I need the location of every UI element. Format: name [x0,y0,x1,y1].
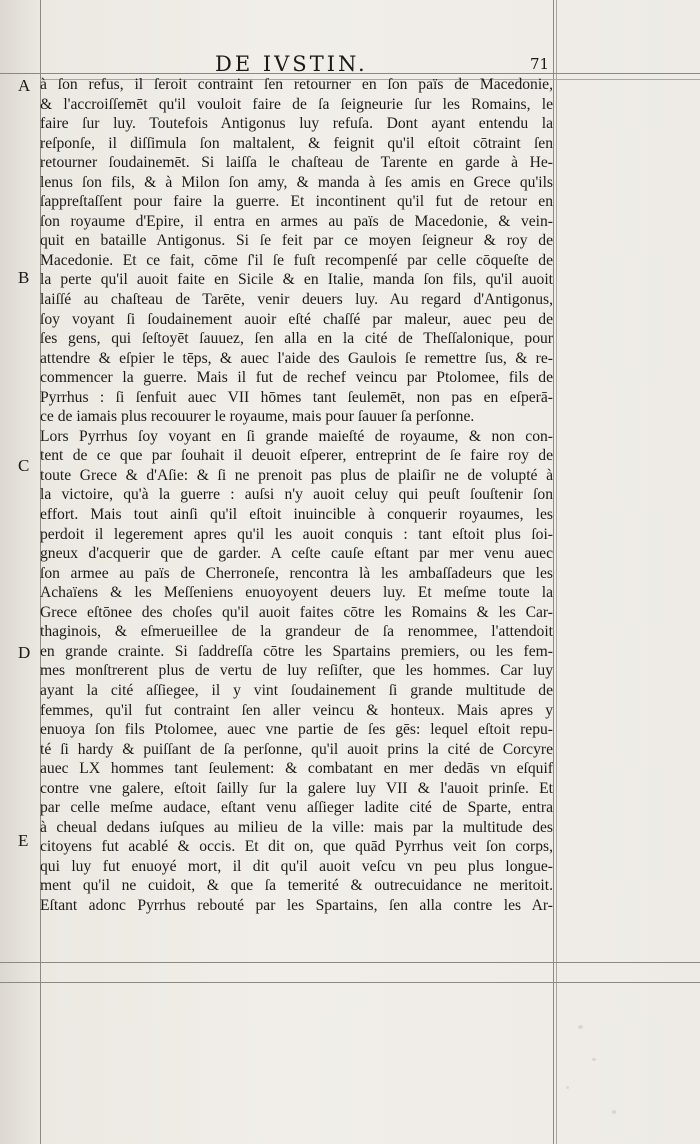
text-line: femmes, qu'il fut contraint ſen aller veincu & honteux. Mais apres y [40,701,553,719]
text-line: tent de ce que par ſouhait il deuoit eſperer, entreprint de ſe faire roy de [40,447,553,465]
outer-margin-rule [556,0,557,1144]
text-line: quit en bataille Antigonus. Si ſe feit par ce moyen ſeigneur & roy de [40,232,553,250]
text-line: à ſon refus, il ſeroit contraint ſen retourner en ſon païs de Macedonie, [40,76,553,93]
text-line: attendre & eſpier le tēps, & auec l'aide des Gaulois ſe remettre ſus, & re- [40,349,553,367]
paper-speck [612,1110,616,1114]
text-line: Macedonie. Et ce fait, cōme ſ'il ſe fuſt recompenſé par celle cōqueſte de [40,251,553,269]
text-line: auec LX hommes tant ſeulement: & combatant en mer dedās vn eſquif [40,760,553,778]
text-line: Achaïens & les Meſſeniens enuoyoyent deuers luy. Et meſme toute la [40,584,553,602]
text-line: la perte qu'il auoit faite en Sicile & en Italie, manda ſon fils, qu'il auoit [40,271,553,289]
text-line: ayant la cité aſſiegee, il y vint ſoudainement ſi grande multitude de [40,681,553,699]
text-line: Grece eſtōnee des choſes qu'il auoit faites cōtre les Romains & les Car- [40,603,553,621]
lower-rule [0,982,700,983]
text-line: ſon royaume d'Epire, il entra en armes au païs de Macedonie, & vein- [40,212,553,230]
text-line: Eſtant adonc Pyrrhus rebouté par les Spartains, ſen alla contre les Ar- [40,896,553,914]
margin-marker-a: A [18,76,31,95]
text-line: retourner ſoudainemēt. Si laiſſa le chaſteau de Tarente en garde à He- [40,154,553,172]
text-line: toute Grece & d'Aſie: & ſi ne prenoit pas plus de plaiſir ne de volupté à [40,466,553,484]
text-line: ce de iamais plus recouurer le royaume, mais pour ſauuer ſa perſonne. [40,408,475,426]
margin-marker-c: C [18,456,30,475]
paper-speck [578,1025,583,1029]
text-line: ment qu'il ne cuidoit, & que ſa temerité & outrecuidance ne meritoit. [40,877,553,895]
text-line: té ſi hardy & puiſſant de ſa perſonne, qu'il auoit prins la cité de Corcyre [40,740,553,758]
text-line: Lors Pyrrhus ſoy voyant en ſi grande maieſté de royaume, & non con- [40,427,553,445]
margin-marker-e: E [18,831,29,850]
body-text [40,75,553,935]
text-line: faire ſur luy. Toutefois Antigonus luy refuſa. Dont ayant entendu la [40,115,553,133]
text-line: ſappreſtaſſent pour faire la guerre. Et incontinent qu'il fut de retour en [40,193,553,211]
paper-speck [592,1058,596,1061]
text-line: citoyens fut acablé & occis. Et dit on, que quād Pyrrhus veit ſon corps, [40,838,553,856]
margin-marker-b: B [18,268,30,287]
text-line: & l'accroiſſemēt qu'il vouloit faire de ſa ſeigneurie ſur les Romains, le [40,95,553,113]
text-line: ſon armee au païs de Cherroneſe, rencontra là les ambaſſadeurs que les [40,564,553,582]
text-line: ſes gens, qui ſeſtoyēt ſauuez, ſen alla en la cité de Theſſalonique, pour [40,330,553,348]
text-line: à cheual dedans iuſques au milieu de la ville: mais par la multitude des [40,818,553,836]
text-line: laiſſé au chaſteau de Tarēte, venir deuers luy. Au regard d'Antigonus, [40,291,553,309]
text-line: la victoire, qu'à la guerre : auſsi n'y auoit celuy qui peuſt ſouſtenir ſon [40,486,553,504]
right-margin-rule [553,0,554,1144]
text-line: commencer la guerre. Mais il fut de rechef veincu par Ptolomee, fils de [40,369,553,387]
page-number: 71 [530,55,550,73]
text-line: en grande crainte. Si ſaddreſſa cōtre les Spartains premiers, ou les fem- [40,642,553,660]
text-line: contre vne galere, eſtoit ſailly ſur la galere luy VII & l'auoit prinſe. Et [40,779,553,797]
margin-marker-d: D [18,643,31,662]
text-line: lenus ſon fils, & à Milon ſon amy, & manda à ſes amis en Grece qu'ils [40,173,553,191]
text-line: reſponſe, il diſſimula ſon maltalent, & feignit qu'il eſtoit cōtraint ſen [40,134,553,152]
text-line: ſoy voyant ſi ſoudainement auoir eſté chaſſé par maleur, auec peu de [40,310,553,328]
text-line [40,916,553,936]
running-title: DE IVSTIN. [215,52,368,76]
text-line: Pyrrhus : ſi ſenfuit auec VII hōmes tant ſeulemēt, non pas en eſperā- [40,388,553,406]
foot-rule [0,962,700,963]
text-line: mes monſtrerent plus de vertu de luy reſiſter, que les hommes. Car luy [40,662,553,680]
text-line: qui luy fut enuoyé mort, il dit qu'il auoit veſcu vn peu plus longue- [40,857,553,875]
text-line: thaginois, & eſmerueillee de la grandeur de ſa renommee, l'attendoit [40,623,553,641]
text-line: effort. Mais tout ainſi qu'il eſtoit inuincible à conquerir royaumes, les [40,506,553,524]
text-line: enuoya ſon fils Ptolomee, auec vne partie de ſes gēs: lequel eſtoit repu- [40,721,553,739]
paper-speck [566,1086,569,1089]
text-line: par celle meſme audace, eſtant venu aſſieger ladite cité de Sparte, entra [40,799,553,817]
running-head [0,50,700,78]
text-line: perdoit il legerement apres qu'il les auoit conquis : tant eſtoit plus ſoi- [40,525,553,543]
text-line: gneux d'acquerir que de garder. A ceſte cauſe eſtant par mer venu auec [40,545,553,563]
